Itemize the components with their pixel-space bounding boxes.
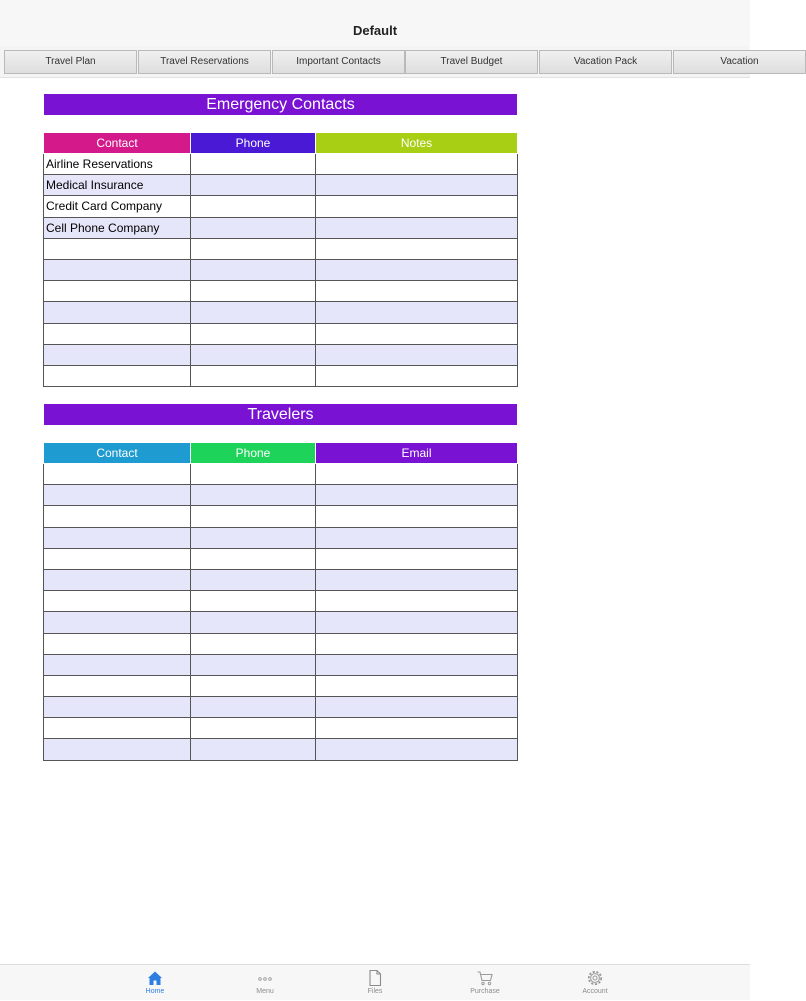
cell-phone[interactable] [191, 591, 316, 612]
table-row [44, 175, 518, 196]
table-row [44, 569, 518, 590]
tab-vacation-pack[interactable]: Vacation Pack [539, 50, 672, 74]
cell-phone[interactable] [191, 154, 316, 175]
cell-phone[interactable] [191, 739, 316, 760]
cell-contact[interactable] [44, 323, 191, 344]
cell-contact[interactable] [44, 654, 191, 675]
cell-phone[interactable] [191, 344, 316, 365]
cell-contact[interactable] [44, 591, 191, 612]
sheet-tab-strip [0, 46, 759, 78]
table-row [44, 675, 518, 696]
cell-email[interactable] [316, 527, 518, 548]
cell-email[interactable] [316, 654, 518, 675]
table-row [44, 344, 518, 365]
cell-contact[interactable] [44, 259, 191, 280]
cell-contact[interactable] [44, 569, 191, 590]
nav-menu-button[interactable] [225, 965, 305, 1001]
cell-contact[interactable] [44, 302, 191, 323]
cell-phone[interactable] [191, 612, 316, 633]
cell-phone[interactable] [191, 569, 316, 590]
table-row [44, 506, 518, 527]
cell-contact[interactable] [44, 612, 191, 633]
cell-contact[interactable] [44, 506, 191, 527]
cell-email[interactable] [316, 739, 518, 760]
cell-email[interactable] [316, 675, 518, 696]
table-row [44, 527, 518, 548]
nav-files-button[interactable] [335, 965, 415, 1001]
cell-contact[interactable] [44, 344, 191, 365]
tab-vacation[interactable]: Vacation [673, 50, 806, 74]
cell-contact[interactable] [44, 464, 191, 485]
cell-contact[interactable] [44, 675, 191, 696]
table-row [44, 154, 518, 175]
cell-notes[interactable] [316, 323, 518, 344]
cell-phone[interactable] [191, 323, 316, 344]
column-header-contact: Contact [44, 443, 191, 464]
cell-phone[interactable] [191, 548, 316, 569]
nav-files-label: Files [367, 988, 383, 995]
nav-menu-label: Menu [256, 988, 274, 995]
cell-notes[interactable] [316, 259, 518, 280]
document-title: Default [352, 23, 398, 38]
cell-contact[interactable] [44, 281, 191, 302]
cell-notes[interactable] [316, 175, 518, 196]
table-row [44, 739, 518, 760]
table-row [44, 238, 518, 259]
column-header-email: Email [316, 443, 518, 464]
gear-icon [586, 969, 604, 987]
cell-phone[interactable] [191, 238, 316, 259]
table-row [44, 464, 518, 485]
cell-email[interactable] [316, 612, 518, 633]
column-header-phone: Phone [191, 133, 316, 154]
tab-important-contacts[interactable]: Important Contacts [272, 50, 405, 74]
table-row [44, 259, 518, 280]
cell-phone[interactable] [191, 259, 316, 280]
table-row [44, 718, 518, 739]
cell-phone[interactable] [191, 697, 316, 718]
tab-travel-budget[interactable]: Travel Budget [405, 50, 538, 74]
cell-phone[interactable] [191, 175, 316, 196]
cell-notes[interactable] [316, 154, 518, 175]
cell-notes[interactable] [316, 302, 518, 323]
nav-purchase-label: Purchase [470, 988, 500, 995]
column-header-contact: Contact [44, 133, 191, 154]
top-bar [0, 0, 750, 46]
column-header-notes: Notes [316, 133, 518, 154]
cell-email[interactable] [316, 569, 518, 590]
cell-email[interactable] [316, 548, 518, 569]
table-row [44, 365, 518, 386]
cell-phone[interactable] [191, 196, 316, 217]
nav-account-button[interactable] [555, 965, 635, 1001]
cell-phone[interactable] [191, 485, 316, 506]
cell-phone[interactable] [191, 464, 316, 485]
table-row [44, 697, 518, 718]
emergency-contacts-table [43, 132, 518, 387]
cell-contact[interactable]: Medical Insurance [44, 175, 191, 196]
cell-contact[interactable]: Airline Reservations [44, 154, 191, 175]
nav-account-label: Account [582, 988, 608, 995]
more-dots-icon [256, 969, 274, 987]
cell-phone[interactable] [191, 281, 316, 302]
cell-contact[interactable] [44, 697, 191, 718]
table-row [44, 281, 518, 302]
table-row [44, 633, 518, 654]
bottom-tab-bar [0, 964, 750, 1000]
table-row [44, 196, 518, 217]
travelers-table [43, 442, 518, 761]
cell-contact[interactable] [44, 365, 191, 386]
cell-email[interactable] [316, 697, 518, 718]
cell-notes[interactable] [316, 344, 518, 365]
cell-notes[interactable] [316, 238, 518, 259]
emergency-contacts-title: Emergency Contacts [44, 94, 517, 115]
cell-phone[interactable] [191, 365, 316, 386]
cell-contact[interactable] [44, 633, 191, 654]
cart-icon [476, 969, 494, 987]
cell-notes[interactable] [316, 281, 518, 302]
cell-email[interactable] [316, 485, 518, 506]
cell-email[interactable] [316, 464, 518, 485]
cell-phone[interactable] [191, 633, 316, 654]
cell-notes[interactable] [316, 365, 518, 386]
table-row [44, 217, 518, 238]
cell-contact[interactable]: Credit Card Company [44, 196, 191, 217]
nav-home-label: Home [145, 988, 165, 995]
cell-email[interactable] [316, 633, 518, 654]
table-row [44, 591, 518, 612]
cell-contact[interactable] [44, 485, 191, 506]
cell-contact[interactable] [44, 739, 191, 760]
tab-travel-plan[interactable]: Travel Plan [4, 50, 137, 74]
cell-phone[interactable] [191, 302, 316, 323]
cell-contact[interactable] [44, 548, 191, 569]
table-row [44, 323, 518, 344]
cell-notes[interactable] [316, 217, 518, 238]
table-row [44, 485, 518, 506]
cell-contact[interactable] [44, 718, 191, 739]
column-header-phone: Phone [191, 443, 316, 464]
cell-phone[interactable] [191, 718, 316, 739]
table-row [44, 654, 518, 675]
cell-email[interactable] [316, 591, 518, 612]
file-icon [366, 969, 384, 987]
table-row [44, 302, 518, 323]
cell-email[interactable] [316, 718, 518, 739]
nav-purchase-button[interactable] [445, 965, 525, 1001]
cell-phone[interactable] [191, 506, 316, 527]
cell-email[interactable] [316, 506, 518, 527]
cell-contact[interactable]: Cell Phone Company [44, 217, 191, 238]
table-row [44, 612, 518, 633]
tab-travel-reservations[interactable]: Travel Reservations [138, 50, 271, 74]
cell-contact[interactable] [44, 238, 191, 259]
travelers-title: Travelers [44, 404, 517, 425]
table-row [44, 548, 518, 569]
cell-phone[interactable] [191, 654, 316, 675]
home-icon [146, 969, 164, 987]
cell-phone[interactable] [191, 675, 316, 696]
cell-phone[interactable] [191, 527, 316, 548]
nav-home-button[interactable] [115, 965, 195, 1001]
cell-notes[interactable] [316, 196, 518, 217]
cell-phone[interactable] [191, 217, 316, 238]
cell-contact[interactable] [44, 527, 191, 548]
